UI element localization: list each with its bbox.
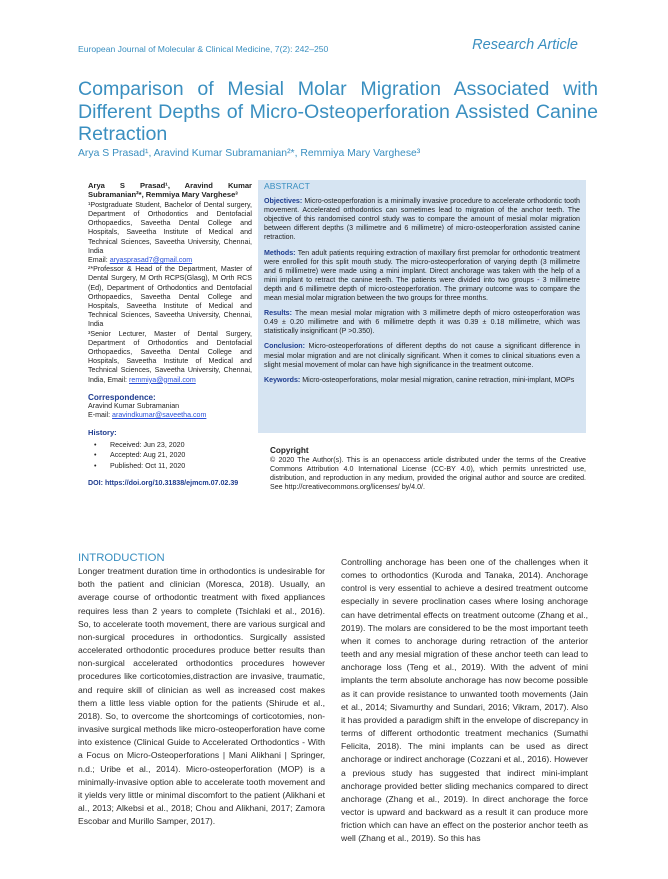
journal-citation: European Journal of Molecular & Clinical Medicine, 7(2): 242–250 (78, 44, 329, 54)
copyright-block (270, 446, 586, 492)
methods-label: Methods: (264, 248, 296, 257)
history-published: • Published: Oct 11, 2020 (92, 461, 252, 472)
abstract-box (258, 180, 586, 433)
email-label: E-mail: (88, 411, 113, 420)
body-column-right (341, 556, 588, 845)
abstract-results (264, 309, 580, 336)
article-title: Comparison of Mesial Molar Migration Associated with Different Depths of Micro-Osteoperforation Assisted Canine Retraction (78, 78, 598, 145)
affiliation-1-email-line (88, 256, 252, 265)
introduction-heading: INTRODUCTION (78, 552, 165, 564)
affiliation-2: ²*Professor & Head of the Department, Master of Dental Surgery, M Orth RCPS(Glasg), M Orth RCS (Ed), Department of Orthodontics and Dentofacial Orthopaedics, Saveetha Dental College and Hospitals, Saveetha Institute of Medical and Technical Sciences, Saveetha University, Chennai, India (88, 265, 252, 329)
keywords-label: Keywords: (264, 375, 301, 384)
introduction-paragraph-left: Longer treatment duration time in orthodontics is undesirable for both the patient and clinician (Moresca, 2018). Usually, an average course of orthodontic treatment with fixed appliances requires less than 2 years to complete (Tsichlaki et al., 2016). So, to accelerate tooth movement, there are various surgical and non-surgical procedures in orthodontics. Surgically assisted accelerated orthodontic procedures produce better results than non-surgical accelerated orthodontics procedures however procedures like corticotomies,distraction are invasive, traumatic, and require skill of clinician as well as increased cost makes them a little less viable option for the patients (Shirude et al., 2018). So, to overcome the shortcomings of corticotomies, non-invasive surgical methods like micro-osteoperforation have come into existence (Clinical Guide to Accelerated Orthodontics - With a Focus on Micro-Osteoperforations | Mani Alikhani | Springer, n.d.; Uribe et al., 2014). Micro-osteoperforation (MOP) is a minimally-invasive option able to accelerate tooth movement and it yields very little or minimal discomfort to the patient (Alikhani et al., 2013; Alkebsi et al., 2018; Chou and Alikhani, 2017; Zamora Escobar and Murillo Samper, 2017). (78, 566, 325, 827)
copyright-heading: Copyright (270, 446, 309, 455)
correspondence-name: Aravind Kumar Subramanian (88, 402, 180, 411)
history-received: • Received: Jun 23, 2020 (92, 440, 252, 451)
affiliation-1: ¹Postgraduate Student, Bachelor of Dental surgery, Department of Orthodontics and Dentofacial Orthopaedics, Saveetha Dental College and Hospitals, Saveetha Institute of Medical and Technical Sciences, Saveetha University, Chennai, India (88, 200, 252, 255)
abstract-methods (264, 249, 580, 304)
history-list (92, 440, 252, 472)
copyright-text: © 2020 The Author(s). This is an openaccess article distributed under the terms of the Creative Commons Attribution 4.0 International License (CC-BY 4.0), which permits unrestricted use, distribution, and reproduction in any medium, provided the original author and source are credited. See http://creativecommons.org/licenses/ by/4.0/. (270, 456, 586, 492)
abstract-keywords (264, 376, 580, 385)
email-label: Email: (88, 256, 110, 265)
objectives-label: Objectives: (264, 197, 303, 206)
results-label: Results: (264, 309, 292, 318)
conclusion-text: Micro-osteoperforations of different depths do not cause a significant difference in mesial molar migration and are not clinically significant. When it comes to clinical situations even a slight mesial movement of molar can have high significance in the treatment outcome. (264, 342, 580, 369)
body-column-left (78, 552, 325, 828)
abstract-conclusion (264, 342, 580, 369)
correspondence-email-link[interactable]: aravindkumar@saveetha.com (112, 411, 207, 420)
methods-text: Ten adult patients requiring extraction of maxillary first premolar for orthodontic treatment were enrolled for this split mouth study. The micro-osteoperforation of varying depth (3 millimetre and 6 millimetre) were made using a mini implant. Direct anchorage was taken with the help of a mini implant to retract the canine teeth. The patients were divided into two groups - 3 millimetre depth and 6 millimetre depth of micro-osteoperforation. The primary outcome was to compare the mean mesial molar migration between the two groups for three months. (264, 248, 580, 303)
history-accepted: • Accepted: Aug 21, 2020 (92, 450, 252, 461)
affiliation-3 (88, 330, 252, 385)
abstract-heading: ABSTRACT (264, 181, 310, 191)
affiliation-column (88, 181, 252, 489)
affiliation-3-text: ³Senior Lecturer, Master of Dental Surgery, Department of Orthodontics and Dentofacial Orthopaedics, Saveetha Dental College and Hospitals, Saveetha Institute of Medical and Technical Sciences, Saveetha University, Chennai, India, Email: (88, 329, 252, 384)
article-type-label: Research Article (472, 37, 578, 53)
correspondence-email-line (88, 411, 252, 420)
author-1-email-link[interactable]: aryasprasad7@gmail.com (109, 256, 193, 265)
author-3-email-link[interactable]: remmiya@gmail.com (129, 375, 196, 384)
abstract-objectives (264, 197, 580, 242)
history-heading: History: (88, 428, 117, 438)
objectives-text: Micro-osteoperforation is a minimally invasive procedure to accelerate orthodontic tooth movement. Accelerated orthodontics can sometimes lead to migration of the anchor teeth. The objective of this randomised control study was to compare the amount of mesial molar migration between different depths (3 millimetre and 6 millimetre) of micro-osteoperforation assisted canine retraction. (264, 197, 580, 242)
introduction-paragraph-right: Controlling anchorage has been one of the challenges when it comes to orthodontics (Kuroda and Tanaka, 2014). Anchorage control is very essential to achieve a desired treatment outcome especially in severe proclination cases where losing anchorage can have detrimental effects on treatment outcome (Zhang et al., 2019). The molars are considered to be the most important teeth when it comes to anchorage during retraction of the anterior teeth and any mesial migration of these anchor teeth can lead to anchorage loss (Teng et al., 2019). With the advent of mini implants the term absolute anchorage has now become possible as it can provide resistance to unwanted tooth movements (Jain et al., 2014; Sivamurthy and Sundari, 2016; Vikram, 2017). Also it has provided a paradigm shift in the envelope of discrepancy in terms of different orthodontic treatment mechanics (Sumathi Felicita, 2018). The mini implants can be used as direct anchorage or indirect anchorage (Cozzani et al., 2016). However a previous study has suggested that indirect mini-implant anchorage provided better sliding mechanics compared to direct anchorage (Zhang et al., 2019). In direct anchorage the force vector is upward and backward as a result it can produce more friction which can have an effect on the posterior anchor teeth as well (Zhang et al., 2019). So this has (341, 557, 588, 844)
results-text: The mean mesial molar migration with 3 millimetre depth of micro osteoperforation was 0.49 ± 0.20 millimetre and with 6 millimetre depth it was 0.39 ± 0.18 millimetre, which was statistically insignificant (P >0.350). (264, 309, 580, 336)
correspondence-heading: Correspondence: (88, 392, 156, 402)
affiliation-author-names: Arya S Prasad¹, Aravind Kumar Subramanian²*, Remmiya Mary Varghese³ (88, 181, 252, 200)
keywords-text: Micro-osteoperforations, molar mesial migration, canine retraction, mini-implant, MOPs (300, 375, 575, 384)
conclusion-label: Conclusion: (264, 342, 305, 351)
doi-link[interactable]: DOI: https://doi.org/10.31838/ejmcm.07.02.39 (88, 479, 239, 488)
author-line: Arya S Prasad¹, Aravind Kumar Subramanian²*, Remmiya Mary Varghese³ (78, 148, 421, 159)
